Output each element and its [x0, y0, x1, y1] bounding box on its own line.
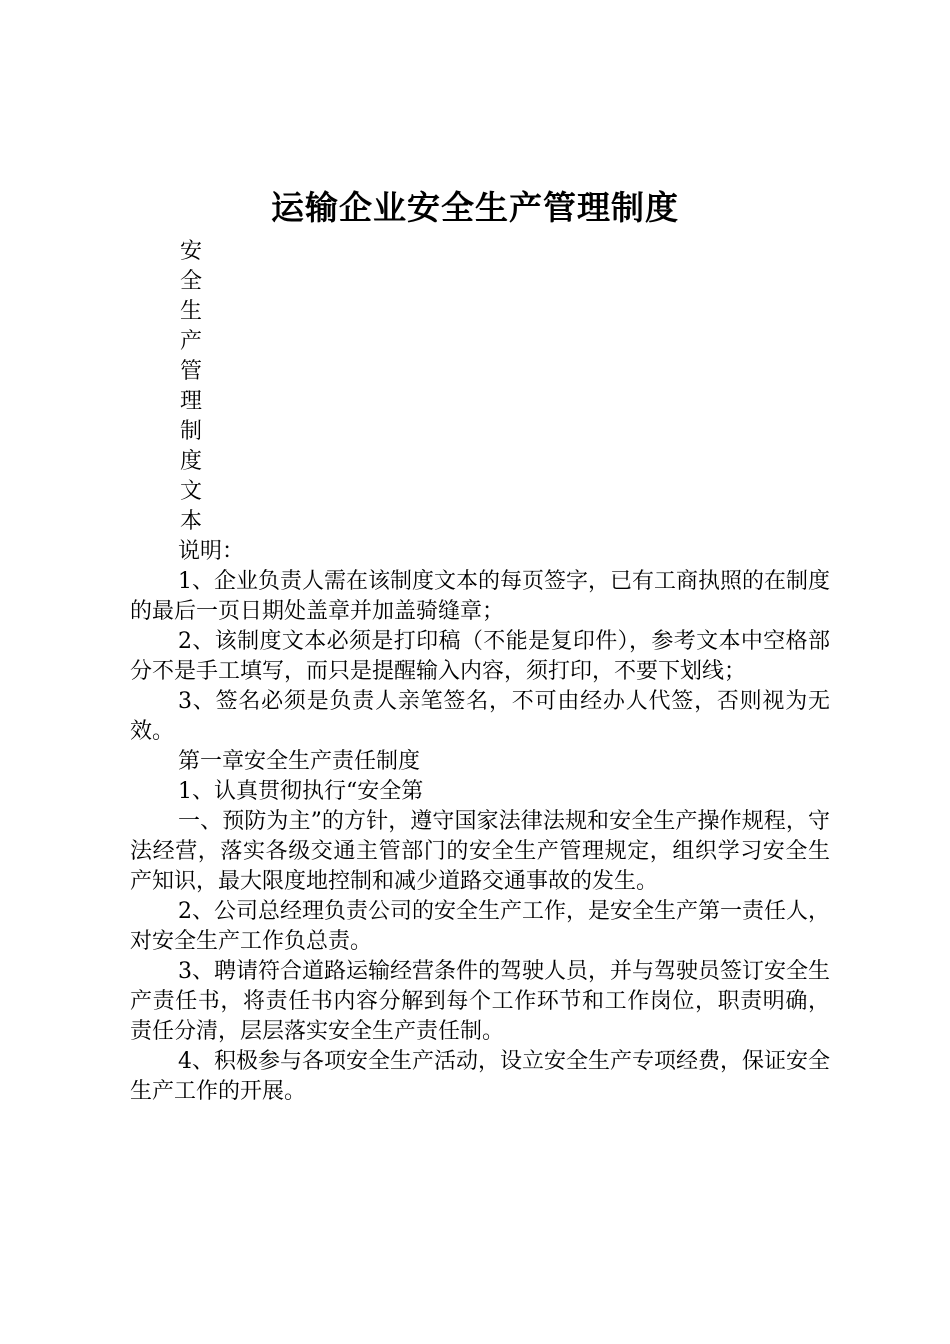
document-title: 运输企业安全生产管理制度 [271, 188, 679, 227]
paragraph-1-start: 1、认真贯彻执行“安全第 [178, 779, 424, 804]
paragraph-3: 3、聘请符合道路运输经营条件的驾驶人员，并与驾驶员签订安全生产责任书，将责任书内容分解到每个工作环节和工作岗位，职责明确，责任分清，层层落实安全生产责任制。 [130, 959, 830, 1044]
paragraph-4: 4、积极参与各项安全生产活动，设立安全生产专项经费，保证安全生产工作的开展。 [130, 1049, 830, 1104]
paragraph-2: 2、公司总经理负责公司的安全生产工作，是安全生产第一责任人，对安全生产工作负总责。 [130, 899, 830, 954]
paragraph-note-3: 3、签名必须是负责人亲笔签名，不可由经办人代签，否则视为无效。 [130, 689, 830, 744]
chapter-heading: 第一章安全生产责任制度 [178, 749, 421, 774]
vertical-heading: 安全生产管理制度文本 [180, 239, 203, 534]
document-body [130, 537, 830, 1107]
paragraph-note-2: 2、该制度文本必须是打印稿（不能是复印件），参考文本中空格部分不是手工填写，而只是提醒输入内容，须打印，不要下划线； [130, 629, 830, 684]
note-label: 说明： [178, 539, 245, 564]
paragraph-note-1: 1、企业负责人需在该制度文本的每页签字，已有工商执照的在制度的最后一页日期处盖章并加盖骑缝章； [130, 569, 830, 624]
paragraph-1-continued: 一、预防为主”的方针，遵守国家法律法规和安全生产操作规程，守法经营，落实各级交通主管部门的安全生产管理规定，组织学习安全生产知识，最大限度地控制和减少道路交通事故的发生。 [130, 809, 830, 894]
